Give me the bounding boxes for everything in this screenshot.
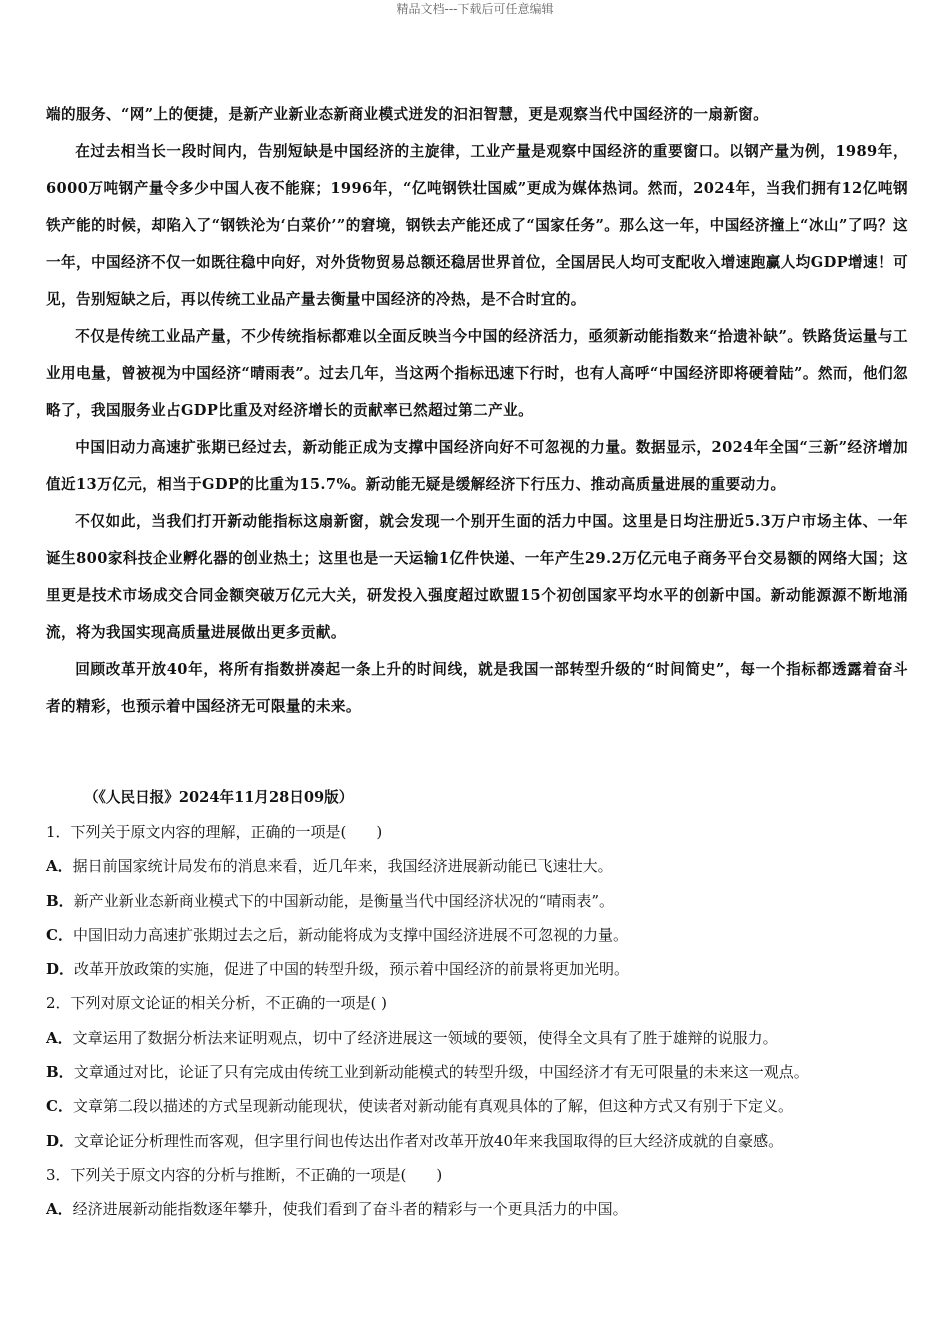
option-label: C． — [46, 1097, 73, 1116]
question-2-option-d — [46, 1124, 916, 1158]
option-label: A． — [46, 1200, 73, 1219]
option-label: D． — [46, 1131, 75, 1150]
question-2-option-b — [46, 1055, 916, 1089]
paragraph-4: 中国旧动力高速扩张期已经过去，新动能正成为支撑中国经济向好不可忽视的力量。数据显示，2024年全国“三新”经济增加值近13万亿元，相当于GDP的比重为15.7%。新动能无疑是缓解经济下行压力、推动高质量进展的重要动力。 — [46, 439, 908, 493]
option-label: D． — [46, 960, 75, 979]
option-text: 文章运用了数据分析法来证明观点，切中了经济进展这一领域的要领，使得全文具有了胜于雄辩的说服力。 — [72, 1028, 778, 1047]
paragraph-1: 端的服务、“网”上的便捷，是新产业新业态新商业模式迸发的汩汩智慧，更是观察当代中国经济的一扇新窗。 — [46, 106, 769, 123]
question-1-stem: 1．下列关于原文内容的理解，正确的一项是( ) — [46, 823, 383, 841]
option-text: 改革开放政策的实施，促进了中国的转型升级，预示着中国经济的前景将更加光明。 — [74, 960, 630, 979]
question-1-option-b — [46, 884, 916, 918]
option-text: 新产业新业态新商业模式下的中国新动能，是衡量当代中国经济状况的“晴雨表”。 — [73, 891, 615, 910]
option-text: 文章第二段以描述的方式呈现新动能现状，使读者对新动能有真观具体的了解，但这种方式又有别于下定义。 — [72, 1097, 793, 1116]
question-3-option-a — [46, 1192, 916, 1226]
question-1-option-a — [46, 849, 916, 883]
question-2-stem: 2．下列对原文论证的相关分析，不正确的一项是( ) — [46, 994, 388, 1013]
option-text: 中国旧动力高速扩张期过去之后，新动能将成为支撑中国经济进展不可忽视的力量。 — [72, 925, 628, 944]
paragraph-2: 在过去相当长一段时间内，告别短缺是中国经济的主旋律，工业产量是观察中国经济的重要窗口。以钢产量为例，1989年，6000万吨钢产量令多少中国人夜不能寐；1996年，“亿吨钢铁壮国威”更成为媒体热词。然而，2024年，当我们拥有12亿吨钢铁产能的时候，却陷入了“钢铁沦为‘白菜价’”的窘境，钢铁去产能还成了“国家任务”。那么这一年，中国经济撞上“冰山”了吗？这一年，中国经济不仅一如既往稳中向好，对外货物贸易总额还稳居世界首位，全国居民人均可支配收入增速跑赢人均GDP增速！可见，告别短缺之后，再以传统工业品产量去衡量中国经济的冷热，是不合时宜的。 — [46, 143, 908, 308]
option-label: C． — [46, 925, 73, 944]
option-label: A． — [46, 1028, 73, 1047]
article-source: （《人民日报》2024年11月28日09版） — [84, 789, 354, 806]
page-header — [0, 0, 950, 18]
question-3-stem: 3．下列关于原文内容的分析与推断，不正确的一项是( ) — [46, 1165, 443, 1184]
option-text: 文章通过对比，论证了只有完成由传统工业到新动能模式的转型升级，中国经济才有无可限量的未来这一观点。 — [73, 1063, 809, 1082]
option-text: 据日前国家统计局发布的消息来看，近几年来，我国经济进展新动能已飞速壮大。 — [72, 857, 613, 876]
question-2-option-a — [46, 1021, 916, 1055]
header-title: 精品文档---下载后可任意编辑 — [396, 2, 554, 16]
question-1-option-c — [46, 918, 916, 952]
question-1-option-d — [46, 952, 916, 986]
option-label: B． — [46, 891, 74, 910]
question-list — [46, 815, 916, 1227]
paragraph-3: 不仅是传统工业品产量，不少传统指标都难以全面反映当今中国的经济活力，亟须新动能指数来“拾遗补缺”。铁路货运量与工业用电量，曾被视为中国经济“晴雨表”。过去几年，当这两个指标迅速下行时，也有人高呼“中国经济即将硬着陆”。然而，他们忽略了，我国服务业占GDP比重及对经济增长的贡献率已然超过第二产业。 — [46, 328, 908, 419]
article-body — [46, 96, 908, 725]
paragraph-5: 不仅如此，当我们打开新动能指标这扇新窗，就会发现一个别开生面的活力中国。这里是日均注册近5.3万户市场主体、一年诞生800家科技企业孵化器的创业热土；这里也是一天运输1亿件快递、一年产生29.2万亿元电子商务平台交易额的网络大国；这里更是技术市场成交合同金额突破万亿元大关，研发投入强度超过欧盟15个初创国家平均水平的创新中国。新动能源源不断地涌流，将为我国实现高质量进展做出更多贡献。 — [46, 513, 908, 641]
option-text: 文章论证分析理性而客观，但字里行间也传达出作者对改革开放40年来我国取得的巨大经济成就的自豪感。 — [74, 1131, 784, 1150]
paragraph-6: 回顾改革开放40年，将所有指数拼凑起一条上升的时间线，就是我国一部转型升级的“时间简史”，每一个指标都透露着奋斗者的精彩，也预示着中国经济无可限量的未来。 — [46, 661, 908, 715]
option-label: B． — [46, 1063, 74, 1082]
question-2-option-c — [46, 1089, 916, 1123]
option-text: 经济进展新动能指数逐年攀升，使我们看到了奋斗者的精彩与一个更具活力的中国。 — [72, 1200, 628, 1219]
option-label: A． — [46, 857, 73, 876]
